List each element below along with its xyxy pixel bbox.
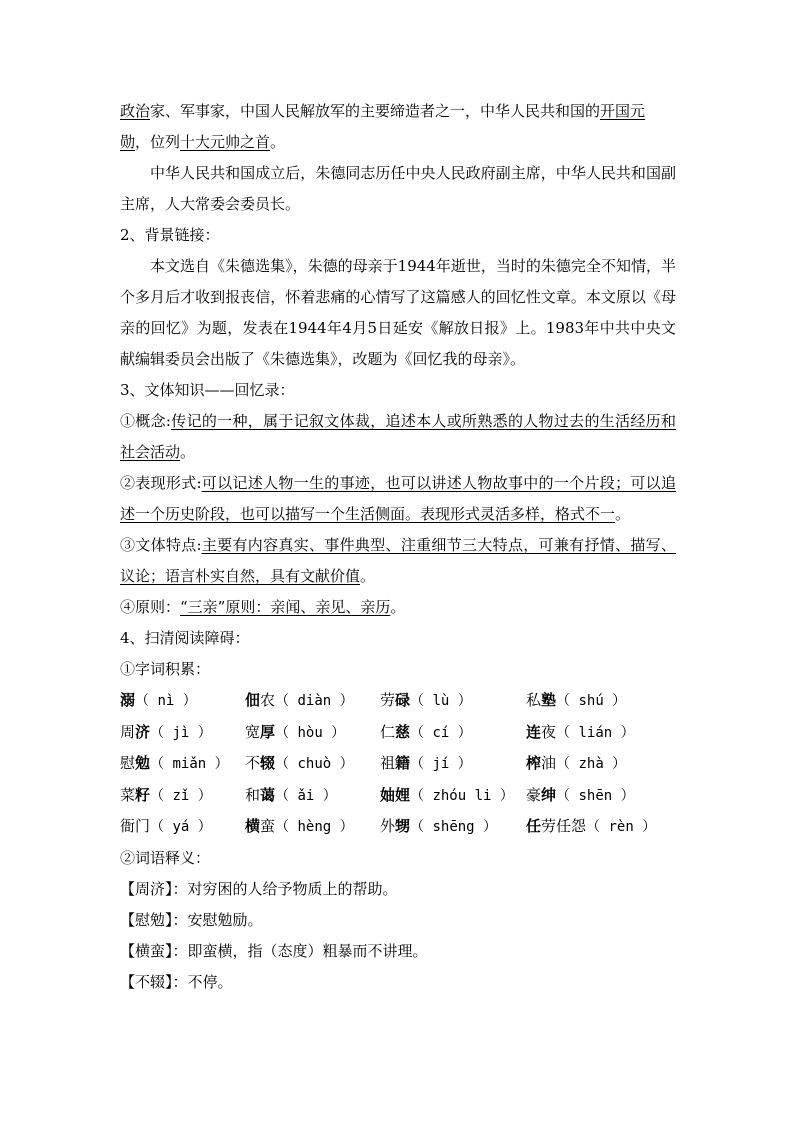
- definition-term: 【不辍】: [120, 972, 173, 991]
- vocab-pinyin: （ nì ）: [135, 693, 197, 709]
- vocab-item: 妯娌（ zhóu li ）: [380, 785, 514, 804]
- definition-item: [120, 936, 676, 967]
- vocab-item: 祖籍（ jí ）: [380, 754, 472, 772]
- vocab-item: 私塾（ shú ）: [526, 691, 627, 709]
- vocab-pinyin: （ shú ）: [556, 693, 627, 709]
- vocab-pinyin: （ shēn ）: [556, 787, 635, 804]
- vocab-pinyin: （ zǐ ）: [150, 787, 212, 804]
- intro-underlined-marshal: 十大元帅之首: [180, 133, 271, 151]
- vocab-pinyin: （ hèng ）: [275, 819, 354, 835]
- genre-form-text: 可以记述人物一生的事迹，也可以讲述人物故事中的一个片段；可以追述一个历史阶段，也可以描写一个生活侧面。表现形式灵活多样，格式不一: [120, 474, 676, 523]
- vocab-pinyin: （ hòu ）: [275, 724, 346, 741]
- vocab-pinyin: （ chuò ）: [275, 756, 354, 772]
- genre-concept-text: 传记的一种，属于记叙文体裁，追述本人或所熟悉的人物过去的生活经历和社会活动: [120, 412, 676, 461]
- definition-item: [120, 905, 676, 936]
- vocab-item: 不辍（ chuò ）: [245, 754, 354, 772]
- definition-text: ：安慰勉励。: [172, 910, 263, 929]
- intro-text-1: 家、军事家，中国人民解放军的主要缔造者之一，中华人民共和国的: [150, 102, 601, 120]
- vocab-item: 榨油（ zhà ）: [526, 754, 627, 772]
- vocab-item: 周济（ jì ）: [120, 722, 212, 741]
- vocab-item: 慰勉（ miǎn ）: [120, 754, 229, 772]
- vocab-item: 衙门（ yá ）: [120, 817, 212, 835]
- definition-text: ：对穷困的人给予物质上的帮助。: [172, 879, 398, 898]
- vocab-pinyin: （ zhà ）: [556, 756, 627, 772]
- genre-principle-text: “三亲”原则：亲闻、亲见、亲历: [180, 598, 391, 616]
- vocab-pinyin: （ jí ）: [410, 756, 472, 772]
- background-paragraph: 本文选自《朱德选集》，朱德的母亲于1944年逝世，当时的朱德完全不知情，半个多月后才收到报丧信，怀着悲痛的心情写了这篇感人的回忆性文章。本文原以《母亲的回忆》为题，发表在1944年4月5日延安《解放日报》上。1983年中共中央文献编辑委员会出版了《朱德选集》，改题为《回忆我的母亲》。: [120, 257, 676, 368]
- definition-term: 【慰勉】: [120, 910, 173, 929]
- vocab-pinyin: （ cí ）: [410, 724, 472, 741]
- intro-underlined-founding: 开国元: [600, 102, 646, 120]
- vocab-pinyin: （ diàn ）: [275, 693, 354, 709]
- definition-item: [120, 967, 676, 998]
- genre-heading: 3、文体知识——回忆录：: [120, 381, 295, 399]
- definition-text: ：不停。: [172, 972, 233, 991]
- vocab-grid: [120, 685, 676, 843]
- vocab-pinyin: （ miǎn ）: [150, 756, 229, 772]
- genre-form-tail: 。: [615, 505, 631, 523]
- intro-paragraph-2: 中华人民共和国成立后，朱德同志历任中央人民政府副主席，中华人民共和国副主席，人大常委会委员长。: [120, 164, 676, 213]
- vocab-pinyin: （ lián ）: [556, 724, 635, 741]
- vocab-item: 溺（ nì ）: [120, 691, 197, 709]
- background-heading: 2、背景链接：: [120, 226, 220, 244]
- vocab-item: 和蔼（ ǎi ）: [245, 785, 337, 804]
- vocab-item: 劳碌（ lù ）: [380, 691, 472, 709]
- definitions-subheading: ②词语释义：: [120, 848, 211, 867]
- vocab-item: 豪绅（ shēn ）: [526, 785, 635, 804]
- vocab-item: 连夜（ lián ）: [526, 722, 635, 741]
- genre-form-label: ②表现形式:: [120, 474, 202, 492]
- vocab-item: 横蛮（ hèng ）: [245, 817, 354, 835]
- genre-form: [120, 468, 676, 530]
- vocab-item: 任劳任怨（ rèn ）: [526, 817, 657, 835]
- genre-concept-label: ①概念:: [120, 412, 171, 430]
- vocab-item: 外甥（ shēng ）: [380, 817, 498, 835]
- intro-text-2: ，位列: [135, 133, 181, 151]
- vocab-pinyin: （ lù ）: [410, 693, 472, 709]
- intro-text-3: 。: [270, 133, 286, 151]
- vocab-pinyin: （ ǎi ）: [275, 787, 337, 804]
- vocab-item: 宽厚（ hòu ）: [245, 722, 346, 741]
- definition-text: ：即蛮横，指（态度）粗暴而不讲理。: [172, 941, 428, 960]
- vocab-item: 菜籽（ zǐ ）: [120, 785, 212, 804]
- vocab-pinyin: （ rèn ）: [586, 819, 657, 835]
- genre-concept-tail: 。: [180, 443, 196, 461]
- reading-heading: 4、扫清阅读障碍：: [120, 629, 250, 647]
- genre-principle: [120, 592, 676, 623]
- vocab-item: 佃农（ diàn ）: [245, 691, 354, 709]
- genre-principle-label: ④原则：: [120, 598, 181, 616]
- definition-term: 【横蛮】: [120, 941, 173, 960]
- vocab-subheading: ①字词积累：: [120, 660, 211, 678]
- intro-paragraph: [120, 96, 676, 158]
- intro-underlined-politics: 政治: [120, 102, 151, 120]
- genre-features-label: ③文体特点:: [120, 536, 202, 554]
- genre-features: [120, 530, 676, 592]
- genre-principle-tail: 。: [390, 598, 406, 616]
- genre-concept: [120, 406, 676, 468]
- vocab-pinyin: （ yá ）: [150, 819, 212, 835]
- vocab-pinyin: （ zhóu li ）: [410, 787, 514, 804]
- genre-features-tail: 。: [360, 567, 376, 585]
- intro-underlined-merit: 勋: [120, 133, 136, 151]
- genre-features-text: 主要有内容真实、事件典型、注重细节三大特点，可兼有抒情、描写、议论；语言朴实自然，具有文献价值: [120, 536, 676, 585]
- vocab-pinyin: （ jì ）: [150, 724, 212, 741]
- vocab-pinyin: （ shēng ）: [410, 819, 498, 835]
- document-page: [120, 96, 676, 998]
- vocab-item: 仁慈（ cí ）: [380, 722, 472, 741]
- definition-term: 【周济】: [120, 879, 173, 898]
- definition-item: [120, 874, 676, 905]
